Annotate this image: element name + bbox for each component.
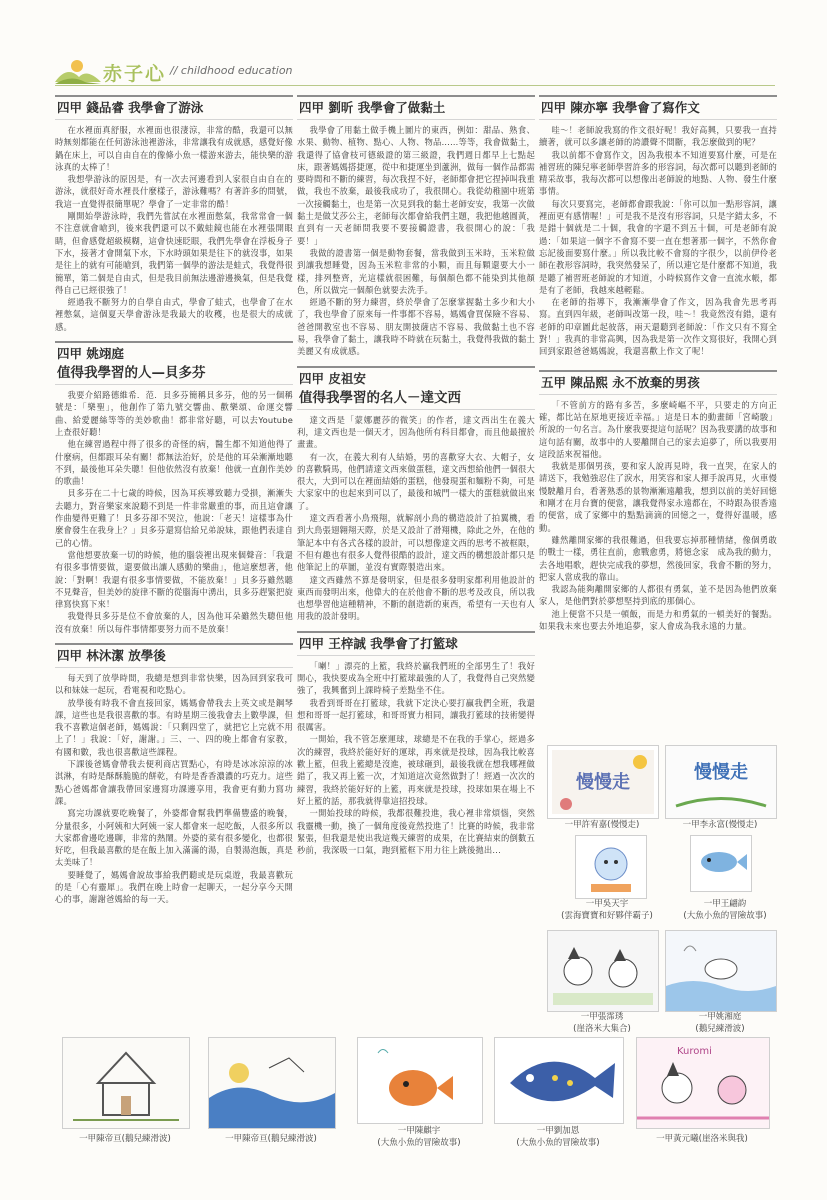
- paragraph: 我看到哥哥在打籃球，我就下定決心要打贏我們全班，我還想和哥哥一起打籃球，和哥哥實力相同，讓我打籃球的技術變得很厲害。: [297, 697, 535, 733]
- caption-title: (大魚小魚的冒險故事): [516, 1138, 600, 1148]
- caption-name: 一甲王翩韵: [703, 899, 747, 909]
- hills-logo-icon: [55, 55, 101, 85]
- caption: [345, 1125, 493, 1149]
- drawing-shore: [208, 1037, 336, 1129]
- caption-name: 一甲張霈琇: [580, 1012, 624, 1022]
- article-title: 四甲 劉昕 我學會了做黏土: [297, 95, 535, 120]
- paragraph: 我做的證書第一個是動物套餐，當我做到玉米時，玉米粒做到讓我想睡覺，因為玉米粒非常的小顆，而且每顆還要大小一樣，排列整齊，光這樣就很困難，每個顏色都不能染到其他顏色，所以做完一個顏色就要去洗手。: [297, 247, 535, 295]
- article-title: 五甲 陳品熙 永不放棄的男孩: [539, 370, 777, 395]
- caption-title: (崖洛米大集合): [573, 1024, 631, 1034]
- article-swimming: [55, 95, 293, 333]
- column-middle: [297, 95, 535, 864]
- drawing-lettering: Kuromi: [677, 1046, 712, 1057]
- paragraph: 每次只要寫完，老師都會跟我說：「你可以加一點形容詞，讓裡面更有感情喔！」可是我不是沒有形容詞，只是字錯太多，不是錯十個就是二十個，我會的字還不到五十個，可是老師有說過：「如果這一個字不會寫不要一直在想著那一個字，不然你會忘記後面要寫什麼。」所以我比較不會寫的字很少，以前伊伶老師在教形容詞時，我突然發呆了，所以連它是什麼都不知道，我是聽了補習班老師說的才知道，小時候寫作文會一直流水帳，都是有了老師，我越來越輕鬆。: [539, 198, 777, 295]
- paragraph: 要睡覺了，媽媽會說故事給我們聽或是玩桌遊，我最喜歡玩的是「心有靈犀」。我們在晚上時會一起聊天，一起分享今天開心的事，謝謝爸媽給的每一天。: [55, 869, 293, 905]
- column-right: [539, 95, 777, 640]
- column-left: [55, 95, 293, 914]
- paragraph: 經過我不斷努力的自學自由式，學會了蛙式，也學會了在水裡憋氣，這個夏天學會游泳是我最大的收穫，也是很大的成就感。: [55, 297, 293, 332]
- article-basketball: [297, 631, 535, 857]
- paragraph: 我就是那個男孩，要和家人說再見時，我一直哭，在家人的請送下，我勉強忍住了淚水，用笑容和家人揮手說再見，火車慢慢駛離月台，看著熟悉的景物漸漸遠離我，想到以前的美好回憶和剛才在月台寶的便當，讓我覺得家永遠都在，不時跟為很香遠的便當，成了家鄉中的點點滴滴的回憶之一，覺得好溫暖，感動。: [539, 461, 777, 533]
- paragraph: 當他想要放棄一切的時候，他的腦袋裡出現來個聲音：「我還有很多事情要做，還要做出讓人感動的樂曲」，他這麼想著，他說：「對啊！我還有很多事情要做，不能放棄！」貝多芬雖然聽不見聲音，但美妙的旋律不斷的從腦海中湧出，貝多芬趕緊把旋律寫快寫下來！: [55, 549, 293, 610]
- drawing-kuromi-and-me: [636, 1037, 770, 1129]
- paragraph: 「喇！」漂亮的上籃，我終於贏我們班的全部男生了！我好開心，我快要成為全班中打籃球最強的人了，我覺得自己突然變強了，我興奮到上課時椅子差點坐不住。: [297, 660, 535, 696]
- drawing-lettering: 慢慢走: [694, 762, 748, 783]
- caption-name: 一甲姚湘庭: [698, 1012, 742, 1022]
- paragraph: 池上便當不只是一頓飯，而是力和勇氣的一頓美好的餐點。如果我未來也要去外地追夢，家人會成為我永遠的力量。: [539, 608, 777, 631]
- paragraph: 寫完功課就要吃晚餐了，外婆都會幫我們準備豐盛的晚餐，分量很多，小阿姨和大阿姨一家人都會來一起吃飯，人很多所以大家都會邊吃邊聊，非常的熱鬧。外婆的菜有很多變化，也都很好吃，但我最喜歡的是在飯上加入滿滿的湯，自製湯泡飯，真是太美味了！: [55, 808, 293, 868]
- article-title: 四甲 錢品睿 我學會了游泳: [55, 95, 293, 120]
- article-beethoven: [55, 341, 293, 635]
- paragraph: 我認為能夠離開家鄉的人都很有勇氣，並不是因為他們放棄家人，是他們對於夢想堅持到底的那個心。: [539, 584, 777, 607]
- paragraph: 我學會了用黏土做手機上圖片的東西，例如：甜品、熟食、水果、動物、植物、點心、人物、物品……等等，我會做黏土，我還得了協會枝可德級證的第三級證，我們週日都早上七點起床，跟著媽媽搭捷運，從中和捷運坐到蘆洲，做每一個作品都需要時間和不斷的練習，每次我捏不好，老師都會把它捏掉叫我重做，我也不放棄，最後我成功了，我很開心。我從幼稚園中班第一次接觸黏土，也是第一次見到我的黏土老師安安，我第一次做黏土是做艾莎公主，老師每次都會給我們主題，我把他越圓黃，直到有一天老師問我要不要接觸證書，我很開心的說：「我要！」: [297, 125, 535, 246]
- caption: 一甲陳帝亘(鵝兒練滑波): [225, 1134, 317, 1144]
- drawing-goose-surfing: [665, 930, 777, 1012]
- article-subtitle: 值得我學習的人—貝多芬: [57, 365, 206, 382]
- brand-title: 赤子心: [103, 63, 167, 85]
- caption: 一甲李永富(慢慢走): [682, 820, 758, 830]
- article-title: 四甲 陳亦寧 我學會了寫作文: [539, 95, 777, 120]
- drawing-fish-adventure: [690, 835, 752, 892]
- caption-title: (鵝兒練滑波): [695, 1024, 745, 1034]
- paragraph: 他在練習過程中得了很多的奇怪的病，醫生都不知道他得了什麼病，但都跟耳朵有關！都無法治好，於是他的耳朵漸漸地聽不到，最後他耳朵失聰！但他依然沒有放棄！他就一直創作美妙的歌曲！: [55, 439, 293, 487]
- paragraph: 每天到了放學時間，我總是想到非常快樂，因為回到家我可以和妹妹一起玩，看電視和吃點心。: [55, 672, 293, 696]
- paragraph: 剛開始學游泳時，我們先嘗試在水裡面憋氣，我常常會一個不注意就會嗆到，後來我們還可以不戴蛙鏡也能在水裡張開眼睛，但會感覺超級模糊，這會快速眨眼，我們先學會在浮板身子下水，接著才會開氣下水，下水時頭如果是往下的就沒事，如果是往上的就有可能嗆到，我們第一個學的游法是蛙式，我覺得很簡單，第二個是自由式，但是我目前無法邊游邊換氣，但是我覺得自己已經很強了！: [55, 211, 293, 295]
- paragraph: 一開始投球的時候，我都很難投進，我心裡非常煩惱，突然我靈機一動，換了一個角度後竟然投進了！比賽的時候，我非常緊張，但我還是使出我這幾天練習的成果，在比賽結束的倒數五秒前，我深吸一口氣，跑到籃框下用力往上跳後拋出...: [297, 808, 535, 856]
- caption: 一甲許宥嘉(慢慢走): [564, 820, 640, 830]
- article-author: 四甲 姚翊庭: [57, 346, 124, 362]
- drawing-big-fish: [494, 1037, 624, 1124]
- caption: 一甲黃元曦(崖洛米與我): [656, 1134, 748, 1144]
- article-subtitle: 值得我學習的名人－達文西: [299, 389, 461, 406]
- caption: [547, 1011, 657, 1035]
- paragraph: 放學後有時我不會直接回家，媽媽會帶我去上英文或是鋼琴課，這些也是我很喜歡的事。有時星期三後我會去上數學課，但我不喜歡這個老師，媽媽說：「只剩四堂了，就把它上完就不用上了！」我說：「好，謝謝。」三、一、四的晚上都會有家教，有國和數，我也很喜歡這些課程。: [55, 697, 293, 757]
- drawing-kuromi-gathering: [547, 930, 659, 1012]
- caption: [665, 898, 785, 922]
- caption: [485, 1125, 631, 1149]
- caption-title: (大魚小魚的冒險故事): [683, 911, 767, 921]
- paragraph: 我以前都不會寫作文，因為我根本不知道要寫什麼，可是在補習班的陳兒寧老師學習許多的形容詞，每次都可以聽到老師的精采故事，我每次都可以想像出老師說的地點、人物、發生什麼事情。: [539, 149, 777, 197]
- paragraph: 我要介紹路德維希．范．貝多芬簡稱貝多芬，他的另一個稱號是：「樂聖」，他創作了第九號交響曲、歡樂頌、命運交響曲、給愛麗絲等等的美妙歌曲！都非常好聽，可以去Youtube上查很好聽！: [55, 390, 293, 437]
- article-title: 四甲 林沐潔 放學後: [55, 643, 293, 668]
- caption-title: (大魚小魚的冒險故事): [377, 1138, 461, 1148]
- paragraph: 在水裡面真舒服，水裡面也很淒涼，非常的酷，我還可以無時無刻都能在任何游泳池裡游泳，非常讓我有成就感，感覺好像鍋在床上，可以自由自在的像條小魚一樣游來游去，能快樂的游泳真的太棒了！: [55, 125, 293, 172]
- paragraph: 達文西看著小鳥飛翔，就解剖小鳥的構造設計了拍翼機，看到大鳥張翅翱翔天際，於是又設計了滑翔機，除此之外，在他的筆記本中有各式各樣的設計，可以想像達文西的思考不被框限，不但有趣也有很多人覺得很酷的設計，達文西的構想設計都只是他筆記上的草圖，並沒有實際製造出來。: [297, 513, 535, 573]
- caption: [665, 1011, 775, 1035]
- article-clay: [297, 95, 535, 358]
- paragraph: 下課後爸媽會帶我去便利商店買點心，有時是冰冰涼涼的冰淇淋，有時是酥酥脆脆的餅乾，有時是香香濃濃的巧克力。這些點心爸媽都會讓我帶回家邊寫功課邊享用，我會更有動力寫功課。: [55, 759, 293, 806]
- drawing-slow-walk-1: [547, 745, 659, 819]
- drawing-house: [62, 1037, 190, 1129]
- caption: 一甲陳帝亘(鵝兒練滑波): [79, 1134, 171, 1144]
- caption: [547, 898, 667, 922]
- drawing-lettering: 慢慢走: [576, 772, 630, 793]
- article-title: 四甲 王梓誠 我學會了打籃球: [297, 631, 535, 656]
- paragraph: 經過不斷的努力練習，終於學會了怎麼掌握黏土多少和大小了，我也學會了原來每一件事都不容易，媽媽會買保險不容易、爸爸開教室也不容易、朋友開披薩店不容易、我做黏土也不容易，我學會了黏土，讓我時不時就在玩黏土，我覺得我做的黏土美麗又有成就感。: [297, 297, 535, 357]
- caption-name: 一甲劉加恩: [536, 1126, 580, 1136]
- paragraph: 我覺得貝多芬是位不會放棄的人，因為他耳朵雖然失聰但他沒有放棄！所以每件事情都要努力而不是放棄！: [55, 611, 293, 634]
- brand-subtitle: // childhood education: [170, 64, 293, 77]
- article-da-vinci: [297, 366, 535, 623]
- paragraph: 雖然離開家鄉的我很難過，但我要忘掉那種情緒，像個勇敢的戰士一樣，勇往直前，愈戰愈勇，將憶念家 成為我的動力，去各地唱歌，趕快完成我的夢想，然後回家，我會不斷的努力，把家人當成我的靠山。: [539, 534, 777, 582]
- paragraph: 我想學游泳的原因是，有一次去河邊看到人家很自由自在的游泳，就很好奇水裡長什麼樣子，游泳難嗎？有著許多的問號，我這一直覺得很簡單呢？學會了一定非常的酷！: [55, 174, 293, 209]
- article-writing: [539, 95, 777, 358]
- drawing-cloud-baby: [575, 835, 647, 899]
- paragraph: 達文西雖然不算是發明家，但是很多發明家都利用他設計的東西而發明出來，他偉大的在於他會不斷的思考及改良，所以我也想學習他這種精神，不斷的創造新的東西，希望有一天也有人用我的設計發明。: [297, 574, 535, 622]
- paragraph: 貝多芬在二十七歲的時候，因為耳疾導致聽力受損，漸漸失去聽力，對音樂家來說聽不到是一件非常嚴重的事，而且這會讓作曲變得更難了！貝多芬卻不哭泣，他說：「老天！這樣事為什麼會發生在我身上？」貝多芬還寫信給兄弟說妹，跟他們表達自己的心情。: [55, 488, 293, 548]
- article-title: [55, 341, 293, 385]
- paragraph: 「不管前方的路有多苦，多麼崎嶇不平，只要走的方向正確，都比站在原地更接近幸福。」這是日本的動畫師「宮崎駿」所說的一句名言。為什麼我要提這句話呢？因為我要講的故事和這句話有關，故事中的人要離開自己的家去追夢了，所以我要用這段話來祝福他。: [539, 399, 777, 459]
- article-author: 四甲 皮祖安: [299, 370, 366, 386]
- drawing-slow-walk-2: [665, 745, 777, 819]
- paragraph: 哇～！老師說我寫的作文很好呢！我好高興，只要我一直持續著，就可以多讓老師的誇讚聲不間斷，我怎麼做到的呢？: [539, 125, 777, 148]
- paragraph: 有一次，在義大利有人結婚，男的喜歡穿大衣、大帽子，女的喜歡騎馬，他們請達文西來做蛋糕，達文西想給他們一個很大很大，大到可以在裡面結婚的蛋糕，他發現蛋和麵粉不夠，可是大家家中的也起來到可以了，最後和城門一樣大的蛋糕就做出來了。: [297, 451, 535, 511]
- paragraph: 在老師的指導下，我漸漸學會了作文，因為我會先思考再寫。直到四年級，老師叫改第一段，哇～！我竟然沒有錯，還有老師的印章圖此起彼落，兩天還聽到老師說：「作文只有不寫全對！」我真的非常高興，因為我是第一次作文寫很好，我開心到回到家跟爸爸媽媽說，我還喜歡上作文了呢！: [539, 297, 777, 357]
- article-title: [297, 366, 535, 410]
- drawing-fish-ocean: [357, 1037, 483, 1124]
- article-after-school: [55, 643, 293, 906]
- paragraph: 達文西是「蒙娜麗莎的微笑」的作者，達文西出生在義大利，達文西也是一個天才，因為他所有科目都會，而且他最擅於畫畫。: [297, 414, 535, 450]
- paragraph: 一開始，我不管怎麼運球，球總是不在我的手掌心，經過多次的練習，我終於能好好的運球，再來就是投球，因為我比較喜歡上籃，但我上籃總是沒進，被球砸到，最後我就在想我哪裡做錯了，我又再上籃一次，才知道這次竟然做對了！經過一次次的練習，我終於能好好的上籃，再來就是投球，投球如果在場上不好上籃的話，那我就得靠這招投球。: [297, 734, 535, 806]
- caption-name: 一甲陳麒宇: [397, 1126, 441, 1136]
- article-never-give-up: [539, 370, 777, 633]
- caption-title: (雲海寶寶和好夥伴霸子): [561, 911, 653, 921]
- page-header: [55, 55, 775, 87]
- caption-name: 一甲吳天宇: [585, 899, 629, 909]
- header-divider: [55, 85, 775, 86]
